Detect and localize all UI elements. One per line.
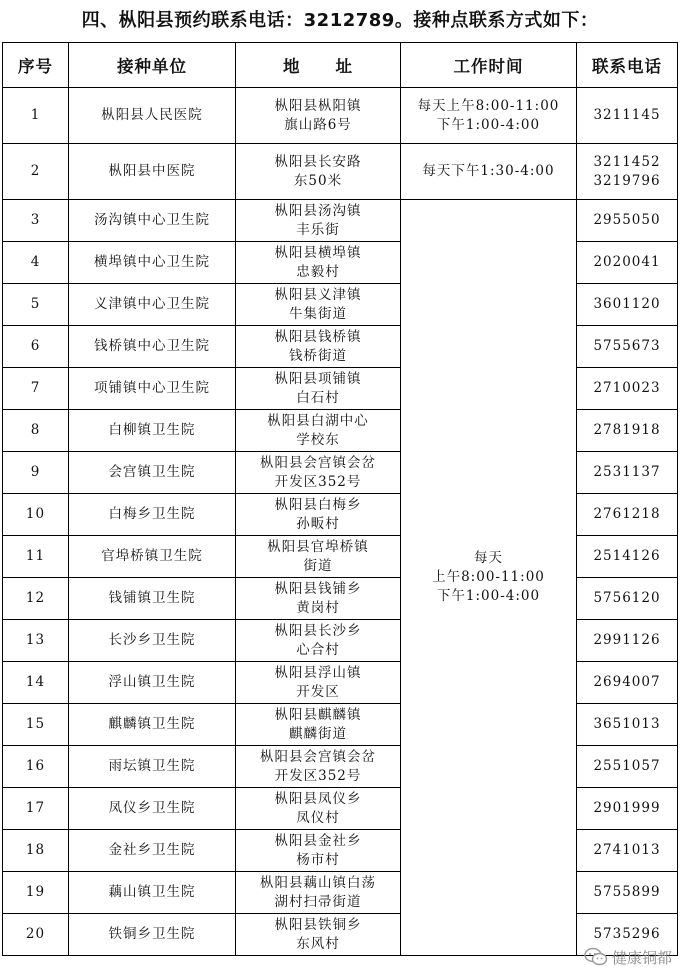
address-cell bbox=[236, 578, 401, 620]
phone-line: 2694007 bbox=[593, 674, 661, 690]
table-body bbox=[3, 88, 678, 956]
phone-line: 2741013 bbox=[593, 842, 661, 858]
unit-name: 长沙乡卫生院 bbox=[69, 620, 236, 662]
addr-line: 凤仪村 bbox=[296, 809, 340, 826]
time-line: 每天上午8:00-11:00 bbox=[417, 97, 560, 114]
unit-name: 枞阳县人民医院 bbox=[69, 88, 236, 144]
table-header-row bbox=[3, 43, 678, 88]
table-row bbox=[3, 914, 678, 956]
row-number: 4 bbox=[3, 242, 69, 284]
row-number: 3 bbox=[3, 200, 69, 242]
phone-line: 5755899 bbox=[593, 884, 661, 900]
watermark bbox=[584, 945, 672, 969]
table-row bbox=[3, 662, 678, 704]
address-cell bbox=[236, 452, 401, 494]
unit-name: 项铺镇中心卫生院 bbox=[69, 368, 236, 410]
phone-cell bbox=[577, 704, 678, 746]
unit-name: 铁铜乡卫生院 bbox=[69, 914, 236, 956]
row-number: 9 bbox=[3, 452, 69, 494]
addr-line: 忠毅村 bbox=[296, 263, 340, 280]
addr-line: 枞阳县钱铺乡 bbox=[274, 580, 362, 597]
addr-line: 街道 bbox=[303, 557, 333, 574]
phone-cell bbox=[577, 662, 678, 704]
unit-name: 藕山镇卫生院 bbox=[69, 872, 236, 914]
addr-line: 枞阳县会宫镇会岔 bbox=[260, 454, 376, 471]
vaccination-sites-table bbox=[2, 42, 678, 956]
table-row bbox=[3, 578, 678, 620]
table-row bbox=[3, 410, 678, 452]
table-row bbox=[3, 494, 678, 536]
address-cell bbox=[236, 368, 401, 410]
unit-name: 凤仪乡卫生院 bbox=[69, 788, 236, 830]
table-row bbox=[3, 620, 678, 662]
header-address: 地 址 bbox=[236, 43, 401, 88]
wechat-icon bbox=[584, 947, 608, 967]
addr-line: 黄岗村 bbox=[296, 599, 340, 616]
phone-cell bbox=[577, 368, 678, 410]
addr-line: 枞阳县长沙乡 bbox=[274, 622, 362, 639]
unit-name: 官埠桥镇卫生院 bbox=[69, 536, 236, 578]
unit-name: 雨坛镇卫生院 bbox=[69, 746, 236, 788]
table-row bbox=[3, 536, 678, 578]
phone-line: 2901999 bbox=[593, 800, 661, 816]
addr-line: 学校东 bbox=[296, 431, 340, 448]
phone-cell bbox=[577, 536, 678, 578]
phone-cell bbox=[577, 88, 678, 144]
addr-line: 开发区 bbox=[296, 683, 340, 700]
phone-line: 3651013 bbox=[593, 716, 661, 732]
phone-line: 2955050 bbox=[593, 212, 661, 228]
addr-line: 枞阳县官埠桥镇 bbox=[267, 538, 369, 555]
address-cell bbox=[236, 494, 401, 536]
addr-line: 白石村 bbox=[296, 389, 340, 406]
phone-cell bbox=[577, 830, 678, 872]
addr-line: 牛集街道 bbox=[289, 305, 347, 322]
addr-line: 麒麟街道 bbox=[289, 725, 347, 742]
unit-name: 横埠镇中心卫生院 bbox=[69, 242, 236, 284]
addr-line: 枞阳县汤沟镇 bbox=[274, 202, 362, 219]
addr-line: 枞阳县长安路 bbox=[274, 153, 362, 170]
addr-line: 枞阳县铁铜乡 bbox=[274, 916, 362, 933]
unit-name: 钱铺镇卫生院 bbox=[69, 578, 236, 620]
time-line: 下午1:00-4:00 bbox=[436, 116, 541, 133]
phone-cell bbox=[577, 410, 678, 452]
row-number: 2 bbox=[3, 144, 69, 200]
unit-name: 义津镇中心卫生院 bbox=[69, 284, 236, 326]
addr-line: 枞阳县枞阳镇 bbox=[274, 97, 362, 114]
addr-line: 旗山路6号 bbox=[284, 116, 352, 133]
addr-line: 丰乐街 bbox=[296, 221, 340, 238]
table-row bbox=[3, 452, 678, 494]
unit-name: 白柳镇卫生院 bbox=[69, 410, 236, 452]
table-row bbox=[3, 200, 678, 242]
time-line: 下午1:00-4:00 bbox=[436, 588, 541, 604]
header-time: 工作时间 bbox=[401, 43, 577, 88]
phone-line: 2781918 bbox=[593, 422, 661, 438]
phone-line: 2761218 bbox=[593, 506, 661, 522]
addr-line: 湖村扫帚街道 bbox=[274, 893, 362, 910]
row-number: 14 bbox=[3, 662, 69, 704]
table-row bbox=[3, 284, 678, 326]
address-cell bbox=[236, 872, 401, 914]
row-number: 1 bbox=[3, 88, 69, 144]
unit-name: 枞阳县中医院 bbox=[69, 144, 236, 200]
phone-line: 5735296 bbox=[593, 926, 661, 942]
table-row bbox=[3, 144, 678, 200]
addr-line: 东50米 bbox=[293, 172, 343, 189]
phone-line: 3211145 bbox=[593, 107, 661, 123]
row-number: 5 bbox=[3, 284, 69, 326]
unit-name: 汤沟镇中心卫生院 bbox=[69, 200, 236, 242]
row-number: 20 bbox=[3, 914, 69, 956]
phone-cell bbox=[577, 242, 678, 284]
time-line: 每天 bbox=[474, 550, 503, 566]
addr-line: 枞阳县横埠镇 bbox=[274, 244, 362, 261]
row-number: 7 bbox=[3, 368, 69, 410]
address-cell bbox=[236, 830, 401, 872]
table-row bbox=[3, 788, 678, 830]
address-cell bbox=[236, 620, 401, 662]
phone-line: 3601120 bbox=[593, 296, 661, 312]
addr-line: 枞阳县白梅乡 bbox=[274, 496, 362, 513]
row-number: 17 bbox=[3, 788, 69, 830]
address-cell bbox=[236, 200, 401, 242]
addr-line: 枞阳县麒麟镇 bbox=[274, 706, 362, 723]
table-row bbox=[3, 242, 678, 284]
phone-cell bbox=[577, 578, 678, 620]
work-time-cell bbox=[401, 144, 577, 200]
address-cell bbox=[236, 144, 401, 200]
row-number: 12 bbox=[3, 578, 69, 620]
addr-line: 枞阳县钱桥镇 bbox=[274, 328, 362, 345]
address-cell bbox=[236, 326, 401, 368]
table-row bbox=[3, 88, 678, 144]
address-cell bbox=[236, 284, 401, 326]
phone-line: 2514126 bbox=[593, 548, 661, 564]
watermark-text: 健康铜都 bbox=[611, 948, 672, 967]
phone-cell bbox=[577, 452, 678, 494]
addr-line: 枞阳县项铺镇 bbox=[274, 370, 362, 387]
address-cell bbox=[236, 88, 401, 144]
addr-line: 枞阳县义津镇 bbox=[274, 286, 362, 303]
addr-line: 心合村 bbox=[296, 641, 340, 658]
row-number: 10 bbox=[3, 494, 69, 536]
addr-line: 枞阳县浮山镇 bbox=[274, 664, 362, 681]
phone-cell bbox=[577, 284, 678, 326]
address-cell bbox=[236, 746, 401, 788]
phone-line: 3211452 bbox=[593, 153, 661, 170]
row-number: 18 bbox=[3, 830, 69, 872]
addr-line: 枞阳县白湖中心 bbox=[267, 412, 369, 429]
row-number: 11 bbox=[3, 536, 69, 578]
phone-line: 2991126 bbox=[593, 632, 661, 648]
address-cell bbox=[236, 788, 401, 830]
phone-line: 5756120 bbox=[593, 590, 661, 606]
phone-line: 2020041 bbox=[593, 254, 661, 270]
address-cell bbox=[236, 242, 401, 284]
addr-line: 枞阳县凤仪乡 bbox=[274, 790, 362, 807]
row-number: 8 bbox=[3, 410, 69, 452]
address-cell bbox=[236, 410, 401, 452]
addr-line: 开发区352号 bbox=[274, 473, 362, 490]
row-number: 15 bbox=[3, 704, 69, 746]
phone-line: 2531137 bbox=[593, 464, 661, 480]
header-num: 序号 bbox=[3, 43, 69, 88]
phone-line: 2710023 bbox=[593, 380, 661, 396]
table-row bbox=[3, 368, 678, 410]
table-row bbox=[3, 746, 678, 788]
unit-name: 会宫镇卫生院 bbox=[69, 452, 236, 494]
unit-name: 钱桥镇中心卫生院 bbox=[69, 326, 236, 368]
address-cell bbox=[236, 704, 401, 746]
work-time-cell bbox=[401, 88, 577, 144]
phone-line: 3219796 bbox=[593, 172, 661, 189]
phone-cell bbox=[577, 494, 678, 536]
addr-line: 枞阳县会宫镇会岔 bbox=[260, 748, 376, 765]
table-row bbox=[3, 704, 678, 746]
phone-cell bbox=[577, 200, 678, 242]
row-number: 6 bbox=[3, 326, 69, 368]
phone-line: 5755673 bbox=[593, 338, 661, 354]
unit-name: 麒麟镇卫生院 bbox=[69, 704, 236, 746]
addr-line: 开发区352号 bbox=[274, 767, 362, 784]
addr-line: 孙畈村 bbox=[296, 515, 340, 532]
time-line: 每天下午1:30-4:00 bbox=[422, 163, 555, 179]
row-number: 13 bbox=[3, 620, 69, 662]
addr-line: 杨市村 bbox=[296, 851, 340, 868]
address-cell bbox=[236, 662, 401, 704]
unit-name: 白梅乡卫生院 bbox=[69, 494, 236, 536]
unit-name: 金社乡卫生院 bbox=[69, 830, 236, 872]
addr-line: 钱桥街道 bbox=[289, 347, 347, 364]
time-line: 上午8:00-11:00 bbox=[432, 569, 545, 585]
phone-line: 2551057 bbox=[593, 758, 661, 774]
phone-cell bbox=[577, 326, 678, 368]
addr-line: 东风村 bbox=[296, 935, 340, 952]
address-cell bbox=[236, 914, 401, 956]
address-cell bbox=[236, 536, 401, 578]
header-phone: 联系电话 bbox=[577, 43, 678, 88]
row-number: 16 bbox=[3, 746, 69, 788]
table-row bbox=[3, 830, 678, 872]
phone-cell bbox=[577, 746, 678, 788]
table-row bbox=[3, 326, 678, 368]
phone-cell bbox=[577, 620, 678, 662]
row-number: 19 bbox=[3, 872, 69, 914]
phone-cell bbox=[577, 144, 678, 200]
addr-line: 枞阳县藕山镇白荡 bbox=[260, 874, 376, 891]
page-title: 四、枞阳县预约联系电话：3212789。接种点联系方式如下： bbox=[81, 10, 599, 31]
unit-name: 浮山镇卫生院 bbox=[69, 662, 236, 704]
phone-cell bbox=[577, 872, 678, 914]
work-time-cell bbox=[401, 200, 577, 956]
addr-line: 枞阳县金社乡 bbox=[274, 832, 362, 849]
header-unit: 接种单位 bbox=[69, 43, 236, 88]
table-row bbox=[3, 872, 678, 914]
phone-cell bbox=[577, 788, 678, 830]
